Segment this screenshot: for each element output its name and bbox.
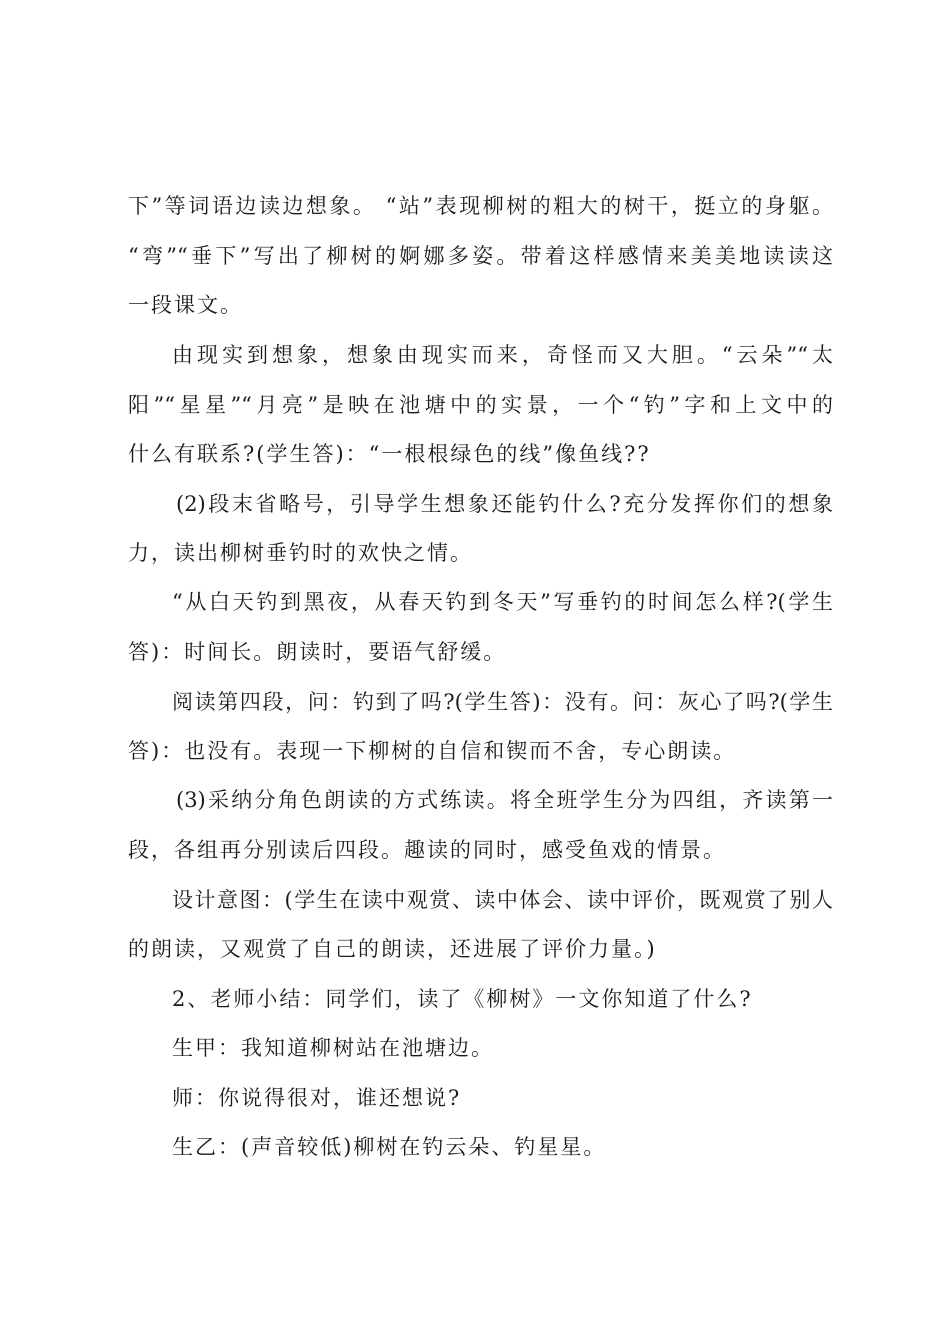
paragraph-start-line: (2)段末省略号，引导学生想象还能钓什么?充分发挥你们的想象 xyxy=(176,492,833,516)
text-line: 一段课文。 xyxy=(128,293,243,317)
paragraph-start-line: 设计意图：(学生在读中观赏、读中体会、读中评价，既观赏了别人 xyxy=(172,888,833,912)
text-line: 力，读出柳树垂钓时的欢快之情。 xyxy=(128,541,473,565)
paragraph-start-line: (3)采纳分角色朗读的方式练读。将全班学生分为四组，齐读第一 xyxy=(176,788,833,812)
text-line: “弯”“垂下”写出了柳树的婀娜多姿。带着这样感情来美美地读读这 xyxy=(128,244,833,268)
text-line: 什么有联系?(学生答)：“一根根绿色的线”像鱼线?? xyxy=(128,442,651,466)
paragraph-start-line: 师：你说得很对，谁还想说? xyxy=(172,1086,462,1110)
text-line: 段，各组再分别读后四段。趣读的同时，感受鱼戏的情景。 xyxy=(128,838,726,862)
text-line: 阳”“星星”“月亮”是映在池塘中的实景，一个“钓”字和上文中的 xyxy=(128,393,833,417)
paragraph-start-line: 生乙：(声音较低)柳树在钓云朵、钓星星。 xyxy=(172,1135,607,1159)
paragraph-start-line: 由现实到想象，想象由现实而来，奇怪而又大胆。“云朵”“太 xyxy=(172,343,833,367)
paragraph-start-line: 2、老师小结：同学们，读了《柳树》一文你知道了什么? xyxy=(172,987,753,1011)
text-line: 的朗读，又观赏了自己的朗读，还进展了评价力量。) xyxy=(128,937,657,961)
paragraph-start-line: 生甲：我知道柳树站在池塘边。 xyxy=(172,1036,494,1060)
text-line: 答)：也没有。表现一下柳树的自信和锲而不舍，专心朗读。 xyxy=(128,739,737,763)
text-line: 下”等词语边读边想象。 “站”表现柳树的粗大的树干，挺立的身躯。 xyxy=(128,194,833,218)
paragraph-start-line: “从白天钓到黑夜，从春天钓到冬天”写垂钓的时间怎么样?(学生 xyxy=(172,590,833,614)
text-line: 答)：时间长。朗读时，要语气舒缓。 xyxy=(128,640,507,664)
paragraph-start-line: 阅读第四段，问：钓到了吗?(学生答)：没有。问：灰心了吗?(学生 xyxy=(172,690,833,714)
